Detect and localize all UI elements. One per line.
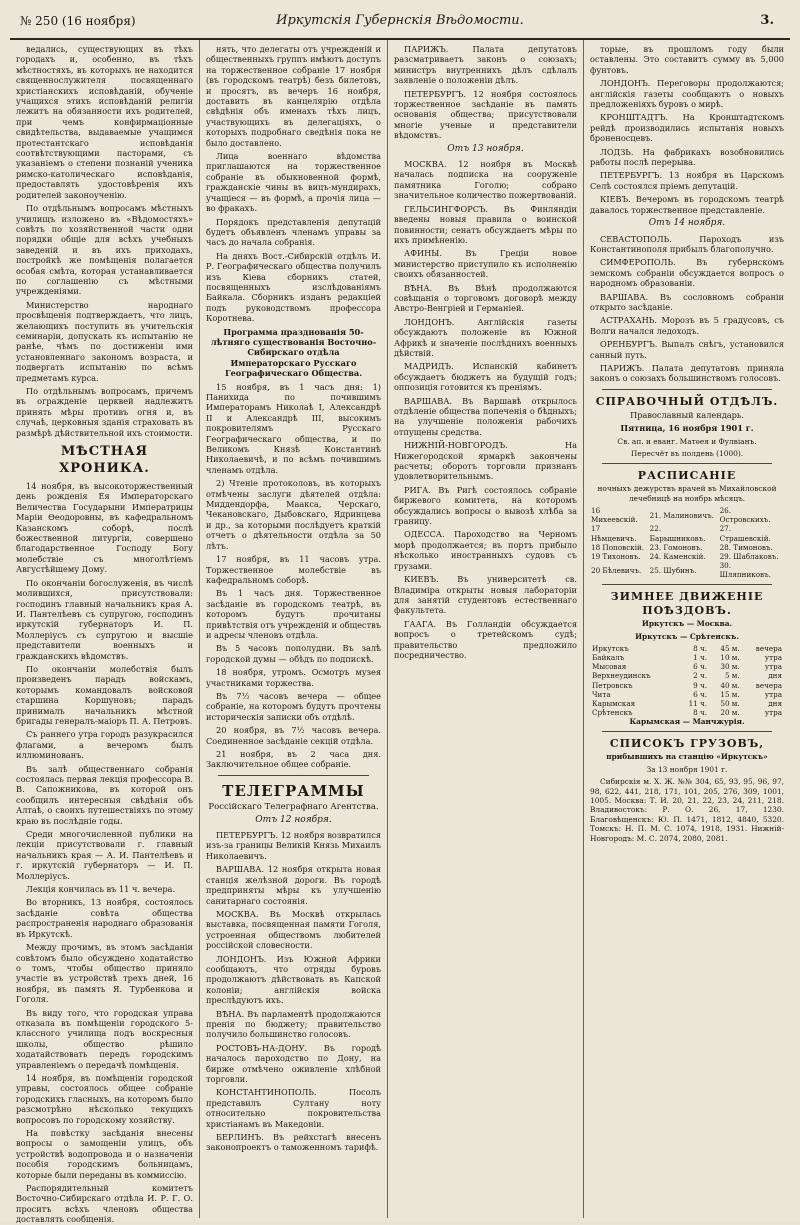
columns <box>10 40 790 1225</box>
station-row <box>590 644 784 653</box>
telegrams-heading: ТЕЛЕГРАММЫ <box>222 781 365 800</box>
article-paragraph: По отдѣльнымъ вопросамъ, причемъ въ огражденіе церквей надлежитъ принять мѣры противъ огня и, въ случаѣ, церковныя зданія страховать въ размѣрѣ дѣйствительной ихъ стоимости. <box>16 386 193 438</box>
article-paragraph: Порядокъ представленія депутацій будетъ объявленъ членамъ управы за часъ до начала собранія. <box>206 216 381 248</box>
duty-cell: 20 Бѣлевичъ. <box>591 565 642 575</box>
article-paragraph: Во вторникъ, 13 ноября, состоялось засѣданіе совѣта общества распространенія народнаго образованія въ Иркутскѣ. <box>16 897 193 939</box>
telegram-item: НИЖНІЙ-НОВГОРОДЪ. На Нижегородской ярмаркѣ закончены расчеты; оборотъ торговли признанъ удовлетворительнымъ. <box>394 440 577 482</box>
article-paragraph: По отдѣльнымъ вопросамъ мѣстныхъ училищъ изложено въ «Вѣдомостяхъ» совѣтъ по хозяйственной части одни порядки общіе для всѣхъ учебныхъ заведеній и въ ихъ приходахъ, постройкѣ же помѣщенія полагается особая смѣта, которая устанавливается по соглашенію съ мѣстными учрежденіями. <box>16 203 193 297</box>
program-heading: Программа празднованія 50-лѣтняго существованія Восточно-Сибирскаго отдѣла Императорскаго Русскаго Географическаго Общества. <box>210 326 377 379</box>
schedule-title: РАСПИСАНІЕ <box>637 469 737 483</box>
station-row <box>590 699 784 708</box>
duty-row <box>590 543 784 552</box>
article-paragraph: Въ 5 часовъ пополудни. Въ залѣ городской думы — обѣдъ по подпискѣ. <box>206 643 381 664</box>
station-time: 11 ч. <box>688 698 708 708</box>
station-time: 1 ч. <box>693 653 708 663</box>
article-paragraph: Между прочимъ, въ этомъ засѣданіи совѣтомъ было обсуждено ходатайство о томъ, чтобы общество приняло участіе въ устройствѣ трехъ дней, 16 ноября, въ память Я. Турбенкова и Гоголя. <box>16 942 193 1005</box>
station-time: 9 ч. <box>693 680 708 690</box>
article-paragraph: Съ раннего утра городъ разукрасился флагами, а вечеромъ былъ иллюминованъ. <box>16 729 193 761</box>
telegram-item: ПЕТЕРБУРГЪ. 12 ноября возвратился изъ-за границы Великій Князь Михаилъ Николаевичъ. <box>206 830 381 861</box>
duty-row <box>590 561 784 579</box>
station-name: Чита <box>592 689 611 699</box>
column-4 <box>584 40 790 1218</box>
article-paragraph: Въ виду того, что городская управа отказала въ помѣщеніи городского 5-классного училища подъ воскресныя школы, общество рѣшило ходатайствовать передъ городскимъ управленіемъ о передачѣ помѣщенія. <box>16 1007 193 1070</box>
duty-cell: 19 Тихоновъ. <box>591 551 641 561</box>
duty-row <box>590 524 784 542</box>
telegram-item: ПАРИЖЪ. Палата депутатовъ приняла законъ о союзахъ большинствомъ голосовъ. <box>590 362 784 384</box>
route-title: Карымская — Манчжурія. <box>629 717 745 727</box>
telegram-item: МОСКВА. Въ Москвѣ открылась выставка, посвященная памяти Гоголя, устроенная обществомъ любителей россійской словесности. <box>206 908 381 951</box>
duty-cell: 27. Страшевскій. <box>719 524 771 543</box>
duty-cell: 18 Поповскій. <box>591 542 645 552</box>
article-paragraph: Распорядительный комитетъ Восточно-Сибирскаго отдѣла И. Р. Г. О. проситъ всѣхъ членовъ общества доставлять сообщенія. <box>16 1183 193 1225</box>
telegram-item: ВАРШАВА. Въ Варшавѣ открылось отдѣленіе общества попеченія о бѣдныхъ; на улучшеніе положенія рабочихъ отпущены средства. <box>394 395 577 437</box>
station-row <box>590 653 784 662</box>
telegram-item: ПЕТЕРБУРГЪ. 13 ноября въ Царскомъ Селѣ состоялся прiемъ депутацій. <box>590 170 784 191</box>
telegram-date: Отъ 13 ноября. <box>447 143 524 154</box>
duty-cell: 28. Тимоновъ. <box>719 542 773 552</box>
article-paragraph: 15 ноября, въ 1 часъ дня: 1) Панихида по почившимъ Императорамъ Николаѣ I, Александрѣ II и Александрѣ III, высокимъ покровителямъ Русскаго Географическаго общества, и по Великомъ Князѣ Константинѣ Николаевичѣ, и по всѣмъ почившимъ членамъ отдѣла. <box>206 381 381 475</box>
station-time: утра <box>764 707 782 717</box>
duty-table <box>590 506 784 579</box>
telegram-item: РИГА. Въ Ригѣ состоялось собраніе биржевого комитета, на которомъ обсуждались вопросы о вывозѣ хлѣба за границу. <box>394 484 577 527</box>
station-time: 45 м. <box>720 643 740 653</box>
article-paragraph: На повѣстку засѣданія внесены вопросы о замощеніи улицъ, объ устройствѣ водопровода и о назначеніи пособія городскимъ больницамъ, которые были переданы въ коммиссію. <box>16 1128 193 1180</box>
station-row <box>590 690 784 699</box>
local-chronicle-heading: МѢСТНАЯ ХРОНИКА. <box>59 444 150 476</box>
telegram-item: ВАРШАВА. Въ сословномъ собраніи открыто засѣданіе. <box>590 291 784 312</box>
station-name: Мысовая <box>592 662 627 672</box>
article-paragraph: Министерство народнаго просвѣщенія подтверждаетъ, что лицъ, желающихъ поступить въ учительскія семинаріи, допускать къ испытанію не ранѣе, чѣмъ по достиженіи ими установленнаго закономъ возраста, и подвергать испытанію по всѣмъ предметамъ курса. <box>16 299 193 383</box>
telegram-item: ЛОНДОНЪ. Англійскія газеты обсуждаютъ положеніе въ Южной Африкѣ и значеніе послѣднихъ военныхъ дѣйствій. <box>394 316 577 358</box>
station-time: утра <box>764 653 782 663</box>
telegram-item: КІЕВЪ. Вечеромъ въ городскомъ театрѣ давалось торжественное представленіе. <box>590 194 784 215</box>
column-3 <box>388 40 584 1218</box>
telegram-item: СЕВАСТОПОЛЬ. Пароходъ изъ Константинополя прибылъ благополучно. <box>590 233 784 254</box>
station-time: утра <box>764 662 782 672</box>
telegram-item: торые, въ прошломъ году были оставлены. Это составитъ сумму въ 5,000 фунтовъ. <box>590 44 784 75</box>
article-paragraph: 14 ноября, въ высокоторжественный день рожденія Ея Императорскаго Величества Государыни Императрицы Маріи Ѳеодоровны, въ кафедральномъ Казанскомъ соборѣ, послѣ божественной литургіи, совершено благодарственное Господу Богу молебствіе съ многолѣтіемъ Августѣйшему Дому. <box>16 481 193 575</box>
article-paragraph: Въ залѣ общественнаго собранія состоялась первая лекція профессора В. В. Сапожникова, въ которой онъ сообщилъ интересныя свѣдѣнія объ Алтаѣ, о своихъ путешествіяхъ по этому краю въ послѣдніе годы. <box>16 763 193 826</box>
station-name: Петровскъ <box>592 680 633 690</box>
duty-cell: 26. Островскихъ. <box>719 506 771 525</box>
station-time: 8 ч. <box>693 643 708 653</box>
article-paragraph: На дняхъ Вост.-Сибирскій отдѣлъ И. Р. Географическаго общества получилъ изъ Кіева сборникъ статей, посвященныхъ изслѣдованіямъ Байкала. Сборникъ изданъ редакціей подъ руководствомъ профессора Коротнева. <box>206 250 381 324</box>
station-time: 30 м. <box>720 662 740 672</box>
divider <box>602 389 772 390</box>
article-paragraph: 20 ноября, въ 7½ часовъ вечера. Соединенное засѣданіе секцій отдѣла. <box>206 725 381 746</box>
telegram-item: СИМФЕРОПОЛЬ. Въ губернскомъ земскомъ собраніи обсуждается вопросъ о народномъ образованіи. <box>590 257 784 289</box>
telegram-item: ВѢНА. Въ парламентѣ продолжаются пренія по бюджету; правительство получило большинство голосовъ. <box>206 1008 381 1040</box>
telegram-item: ЛОДЗЬ. На фабрикахъ возобновились работы послѣ перерыва. <box>590 146 784 168</box>
article-paragraph: По окончаніи богослуженія, въ числѣ молившихся, присутствовали: господинъ главный начальникъ края А. И. Пантелѣевъ съ супругою, господинъ иркутскій губернаторъ И. П. Моллерiусъ съ супругою и высшіе представители военныхъ и гражданскихъ вѣдомствъ. <box>16 577 193 661</box>
station-time: 10 м. <box>720 653 740 663</box>
article-paragraph: Лекція кончилась въ 11 ч. вечера. <box>26 884 176 895</box>
station-row <box>590 662 784 671</box>
station-time: 2 ч. <box>693 671 708 681</box>
telegram-item: ОДЕССА. Пароходство на Черномъ морѣ продолжается; въ портъ прибыло нѣсколько иностранныхъ судовъ съ грузами. <box>394 529 577 571</box>
calendar-note: Пересчёт въ полдень (1000). <box>630 448 744 458</box>
calendar-title: Православный календарь. <box>630 409 744 420</box>
masthead <box>10 0 790 40</box>
telegrams-subheading: Россійскаго Телеграфнаго Агентства. <box>208 801 379 812</box>
telegram-date: Отъ 14 ноября. <box>648 218 726 229</box>
divider <box>602 731 772 732</box>
station-time: 8 ч. <box>693 707 708 717</box>
telegram-item: МАДРИДЪ. Испанскій кабинетъ обсуждаетъ бюджетъ на будущій годъ; оппозиція готовится къ преніямъ. <box>394 361 577 393</box>
article-paragraph: 2) Чтеніе протоколовъ, въ которыхъ отмѣчены заслуги дѣятелей отдѣла: Миддендорфа, Маакса, Черскаго, Чекановскаго, Дыбовскаго, Ядринцева и др., за которыми послѣдуетъ краткій отчетъ о дѣятельности отдѣла за 50 лѣтъ. <box>206 478 381 551</box>
article-paragraph: 18 ноября, утромъ. Осмотръ музея участниками торжества. <box>206 667 381 688</box>
station-time: утра <box>764 689 782 699</box>
station-table <box>590 644 784 717</box>
article-paragraph: 21 ноября, въ 2 часа дня. Заключительное общее собраніе. <box>206 749 381 770</box>
article-paragraph: Лица военнаго вѣдомства приглашаются на торжественное собраніе въ обыкновенной формѣ, гражданскіе чины въ вицъ-мундирахъ, учащіеся — въ формѣ, а прочія лица — во фракахъ. <box>206 151 381 214</box>
station-time: дня <box>768 671 782 681</box>
article-paragraph: 17 ноября, въ 11 часовъ утра. Торжественное молебствіе въ кафедральномъ соборѣ. <box>206 554 381 585</box>
telegram-item: ОРЕНБУРГЪ. Выпалъ снѣгъ, установился санный путь. <box>590 339 784 360</box>
station-time: 6 ч. <box>693 689 708 699</box>
telegram-item: ЛОНДОНЪ. Изъ Южной Африки сообщаютъ, что отряды буровъ продолжаютъ дѣйствовать въ Капской колоніи; англійскія войска преслѣдуютъ ихъ. <box>206 953 381 1006</box>
station-name: Карымская <box>592 698 636 708</box>
station-row <box>590 708 784 717</box>
station-name: Верхнеудинскъ <box>592 671 651 681</box>
telegram-item: ГЕЛЬСИНГФОРСЪ. Въ Финляндіи введены новыя правила о воинской повинности; сенатъ обсуждаетъ мѣры по ихъ примѣненію. <box>394 203 577 245</box>
duty-cell: 25. Шубинъ. <box>649 565 697 575</box>
telegram-item: КИЕВЪ. Въ университетѣ св. Владиміра открыты новыя лабораторіи для занятій студентовъ естественнаго факультета. <box>394 574 577 616</box>
telegram-item: КРОНШТАДТЪ. На Кронштадтскомъ рейдѣ производились испытанія новыхъ броненосцевъ. <box>590 112 784 144</box>
telegram-item: РОСТОВЪ-НА-ДОНУ. Въ городѣ началось пароходство по Дону, на бирже отмѣчено оживленіе хлѣбной торговли. <box>206 1042 381 1084</box>
article-paragraph: По окончаніи молебствія былъ произведенъ парадъ войскамъ, которымъ командовалъ войсковой старшина Коршуновъ; парадъ принималъ начальникъ мѣстной бригады генералъ-маіоръ П. А. Петровъ. <box>16 663 193 726</box>
telegram-item: МОСКВА. 12 ноября въ Москвѣ началась подписка на сооруженіе памятника Гоголю; собрано значительное количество пожертвованій. <box>394 159 577 201</box>
duty-cell: 23. Гомоновъ. <box>649 542 703 552</box>
telegram-item: ГААГА. Въ Голландіи обсуждается вопросъ о третейскомъ судѣ; правительство предложило посредничество. <box>394 618 577 660</box>
trains-title: ЗИМНЕЕ ДВИЖЕНІЕ ПОѢЗДОВЪ. <box>610 590 764 618</box>
station-time: 15 м. <box>720 689 740 699</box>
station-row <box>590 681 784 690</box>
telegram-date: Отъ 12 ноября. <box>255 814 332 825</box>
divider <box>218 775 369 776</box>
station-time: вечера <box>755 680 782 690</box>
duty-cell: 24. Каменскій. <box>649 551 706 561</box>
route-title: Иркутскъ — Москва. <box>641 619 733 629</box>
station-time: дня <box>768 698 782 708</box>
telegram-item: ПАРИЖЪ. Палата депутатовъ разсматриваетъ законъ о союзахъ; министръ внутреннихъ дѣлъ сдѣлалъ заявленіе о положеніи дѣлъ. <box>394 44 577 86</box>
station-time: 50 м. <box>720 698 740 708</box>
station-name: Байкалъ <box>592 653 625 663</box>
duty-cell: 30. Шляпниковъ. <box>719 560 771 580</box>
station-row <box>590 671 784 680</box>
article-paragraph: 14 ноября, въ помѣщеніи городской управы, состоялось общее собраніе городскихъ гласныхъ, на которомъ было разсмотрѣно нѣсколько текущихъ вопросовъ по городскому хозяйству. <box>16 1072 193 1125</box>
station-name: Срѣтенскъ <box>592 707 633 717</box>
station-time: 6 ч. <box>693 662 708 672</box>
duty-cell: 22. Барышниковъ. <box>649 524 706 543</box>
telegram-item: ПЕТЕРБУРГЪ. 12 ноября состоялось торжественное засѣданіе въ память основанія общества; присутствовали многіе ученые и представители вѣдомствъ. <box>394 88 577 141</box>
article-paragraph: Въ 1 часъ дня. Торжественное засѣданіе въ городскомъ театрѣ, въ которомъ будутъ прочитаны привѣтствія отъ учрежденій и обществъ и адресы членовъ отдѣла. <box>206 588 381 640</box>
station-time: 20 м. <box>720 707 740 717</box>
reference-section-title: СПРАВОЧНЫЙ ОТДѢЛЪ. <box>595 394 779 408</box>
telegram-item: ЛОНДОНЪ. Переговоры продолжаются; англійскія газеты сообщаютъ о новыхъ предложеніяхъ буровъ о мирѣ. <box>590 78 784 110</box>
calendar-day: Пятница, 16 ноября 1901 г. <box>620 423 754 434</box>
station-time: вечера <box>755 643 782 653</box>
telegram-item: КОНСТАНТИНОПОЛЬ. Посолъ представилъ Султану ноту относительно покровительства христіанамъ въ Македоніи. <box>206 1087 381 1129</box>
station-time: 40 м. <box>720 680 740 690</box>
telegram-item: АФИНЫ. Въ Греціи новое министерство приступило къ исполненію своихъ обязанностей. <box>394 248 577 280</box>
page-number: 3. <box>760 13 774 28</box>
telegram-item: АСТРАХАНЬ. Морозъ въ 5 градусовъ, съ Волги начался ледоходъ. <box>590 315 784 336</box>
duty-cell: 17 Нѣмцевичъ. <box>591 524 637 543</box>
station-name: Иркутскъ <box>592 643 629 653</box>
column-2 <box>200 40 388 1218</box>
duty-row <box>590 552 784 561</box>
station-time: 5 м. <box>724 671 740 681</box>
duty-cell: 16 Михеевскій. <box>591 506 638 525</box>
cargo-list-date: За 13 ноября 1901 г. <box>646 764 728 774</box>
article-paragraph: нять, что делегаты отъ учрежденій и общественныхъ группъ имѣютъ доступъ на торжественное собраніе 17 ноября (въ городскомъ театрѣ) безъ билетовъ, и просятъ, въ вечеръ 16 ноября, доставить въ канцелярію отдѣла свѣдѣнія объ именахъ тѣхъ лицъ, участвующихъ въ делегаціяхъ, о которыхъ подробнаго сведѣнія пока не было доставлено. <box>206 44 381 148</box>
telegram-item: БЕРЛИНЪ. Въ рейхстагѣ внесенъ законопроектъ о таможенномъ тарифѣ. <box>206 1132 381 1153</box>
cargo-list-title: СПИСОКЪ ГРУЗОВЪ, <box>609 737 765 751</box>
article-paragraph: ведались, существующих въ тѣхъ городахъ и, особенно, въ тѣхъ мѣстностяхъ, въ которыхъ не находится священнослужителя посвященнаго христіанскихъ исповѣданій, обученіе учащихся этихъ исповѣданій религіи лежитъ на обязанности ихъ родителей, при чемъ конфирмаціонные свидѣтельства, выдаваемые учащимся протестантскаго исповѣданія соотвѣтствующими пасторами, съ указаніемъ о степени познаній ученика римско-католическаго исповѣданія, предоставлять удостовѣренія ихъ родителей законоученію. <box>16 44 193 200</box>
schedule-subtitle: ночныхъ дежурствъ врачей въ Михайловской лечебницѣ на ноябрь мѣсяцъ. <box>597 484 777 503</box>
issue-number: № 250 (16 ноября) <box>20 14 136 28</box>
article-paragraph: Среди многочисленной публики на лекціи присутствовали г. главный начальникъ края — А. И. Пантелѣевъ и г. иркутскій губернаторъ — И. П. Моллерiусъ. <box>16 829 193 881</box>
newspaper-title: Иркутскія Губернскія Вѣдомости. <box>276 13 524 28</box>
divider <box>602 463 772 464</box>
telegram-item: ВАРШАВА. 12 ноября открыта новая станція желѣзной дороги. Въ городѣ предприняты мѣры къ улучшенію санитарнаго состоянія. <box>206 864 381 906</box>
duty-cell: 29. Шаблаковъ. <box>719 551 779 561</box>
calendar-saints: Св. ап. и еванг. Матѳея и Фулвіанъ. <box>617 436 757 446</box>
column-1 <box>10 40 200 1225</box>
telegram-item: ВѢНА. Въ Вѣнѣ продолжаются совѣщанія о торговомъ договорѣ между Австро-Венгріей и Германіей. <box>394 282 577 314</box>
article-paragraph: Въ 7½ часовъ вечера — общее собраніе, на которомъ будутъ прочтены историческія записки объ отдѣлѣ. <box>206 690 381 722</box>
divider <box>602 584 772 585</box>
cargo-list-subtitle: прибывшихъ на станцію «Иркутскъ» <box>606 752 768 762</box>
duty-row <box>590 506 784 524</box>
cargo-list-text: Сибирскія м. Х. Ж. №№ 304, 65, 93, 95, 96, 97, 98, 622, 441, 218, 171, 101, 205, 276, 309, 1001, 1005. Москва: Т. И. 20, 21, 22, 23, 24, 211, 218. Владивостокъ: Р. О. 26, 17, 1230. Благовѣщенскъ: Ю. П. 1471, 1812, 4840, 5320. Томскъ: Н. П. М. С. 1074, 1918, 1931. Нижній-Новгородъ: М. С. 2074, 2080, 2081. <box>590 777 784 843</box>
route-title: Иркутскъ — Срѣтенскъ. <box>635 631 739 641</box>
duty-cell: 21. Малиновичъ. <box>649 510 714 520</box>
